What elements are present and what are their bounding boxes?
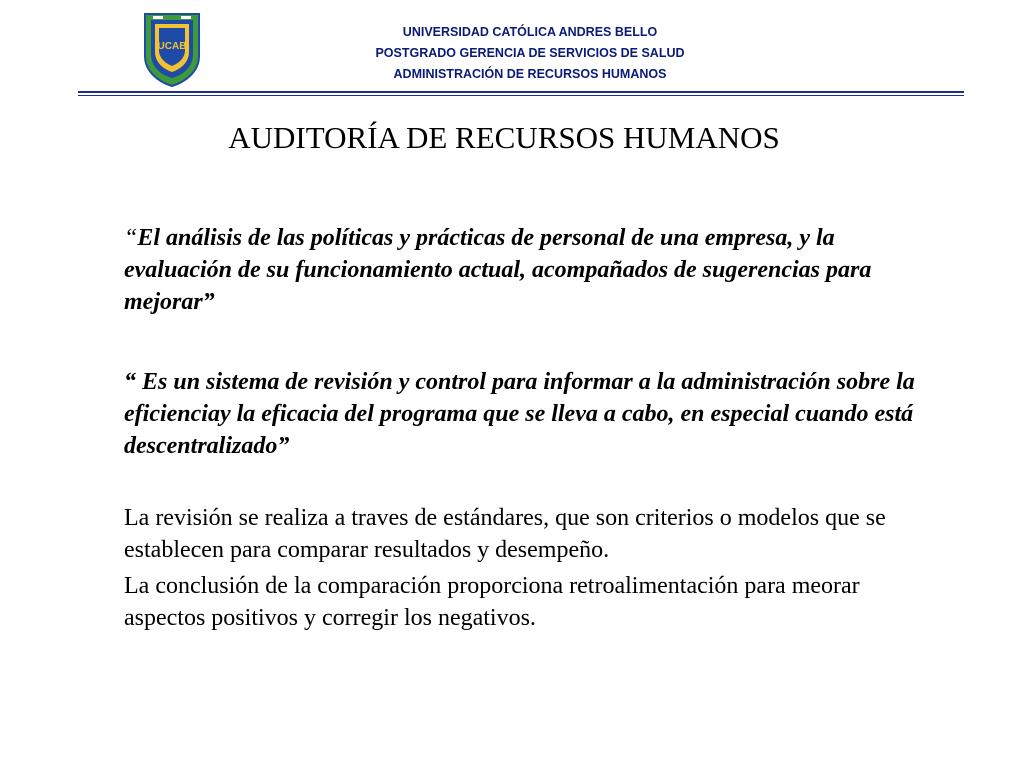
definition-quote-2: “ Es un sistema de revisión y control para informar a la administración sobre la eficienciay la eficacia del programa que se lleva a cabo, en especial cuando está descentralizado” (124, 369, 915, 459)
logo-text: UCAB (157, 41, 187, 52)
body-paragraph-conclusion: La conclusión de la comparación proporciona retroalimentación para meorar aspectos positivos y corregir los negativos. (124, 573, 860, 631)
header-divider-thin (78, 95, 964, 96)
body-paragraph-standards: La revisión se realiza a traves de estándares, que son criterios o modelos que se establecen para comparar resultados y desempeño. (124, 505, 886, 563)
course-name: ADMINISTRACIÓN DE RECURSOS HUMANOS (393, 67, 667, 81)
university-name: UNIVERSIDAD CATÓLICA ANDRES BELLO (402, 25, 658, 39)
quote-mark: “ (124, 225, 138, 251)
ucab-logo-icon (143, 12, 201, 88)
quote-1-text: El análisis de las políticas y prácticas de personal de una empresa, y la evaluación de su funcionamiento actual, acompañados de sugerencias para mejorar” (124, 225, 872, 315)
program-name: POSTGRADO GERENCIA DE SERVICIOS DE SALUD (375, 46, 685, 60)
slide-title: AUDITORÍA DE RECURSOS HUMANOS (228, 120, 780, 155)
header-divider (78, 91, 964, 93)
definition-quote-1 (124, 222, 944, 318)
institution-header (290, 22, 770, 85)
